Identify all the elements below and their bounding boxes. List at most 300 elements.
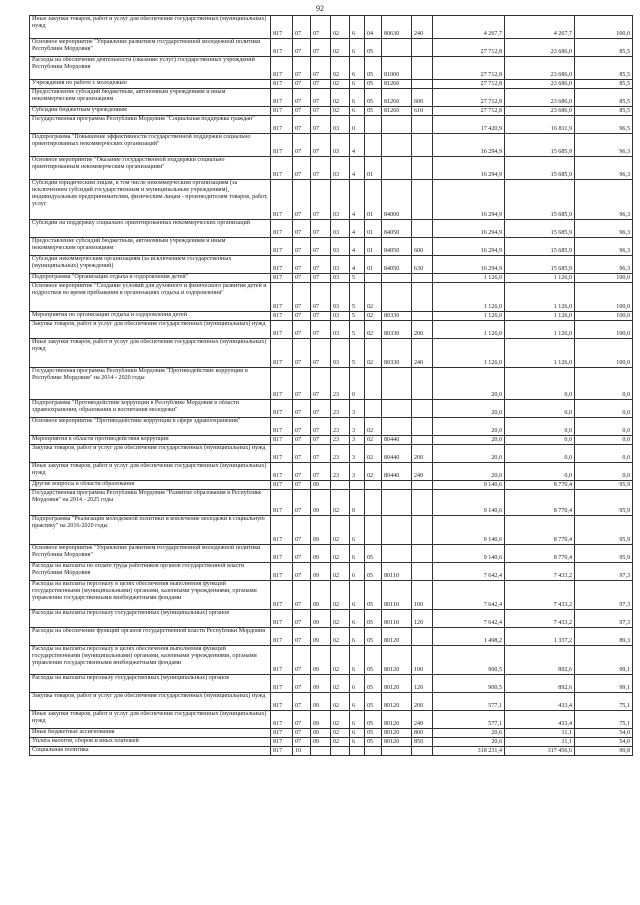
- row-grbs: 817: [271, 693, 293, 711]
- table-row: [30, 646, 633, 675]
- row-direction: 84050: [382, 220, 412, 238]
- row-grbs: 817: [271, 89, 293, 107]
- row-expense-type: 800: [412, 729, 433, 738]
- row-section: 07: [293, 80, 311, 89]
- row-executed-amount: 4 267,7: [505, 16, 575, 39]
- row-subprogram: 6: [350, 738, 365, 747]
- row-planned-amount: 20,0: [433, 436, 505, 445]
- row-expense-type: [412, 39, 433, 57]
- row-section: 07: [293, 545, 311, 563]
- row-planned-amount: 4 267,7: [433, 16, 505, 39]
- row-section: 07: [293, 39, 311, 57]
- row-execution-percent: 100,0: [575, 16, 633, 39]
- row-name: Уплата налогов, сборов и иных платежей: [30, 738, 271, 747]
- row-subsection: 09: [311, 693, 331, 711]
- row-program: 02: [331, 107, 350, 116]
- row-planned-amount: 1 126,0: [433, 339, 505, 368]
- row-name: Иные закупки товаров, работ и услуг для обеспечения государственных (муниципальных) нужд: [30, 711, 271, 729]
- row-program: 03: [331, 180, 350, 220]
- row-subprogram: 6: [350, 39, 365, 57]
- row-execution-percent: 96,3: [575, 157, 633, 180]
- row-activity: 01: [365, 220, 382, 238]
- row-execution-percent: 85,5: [575, 39, 633, 57]
- row-activity: 02: [365, 339, 382, 368]
- row-activity: 05: [365, 581, 382, 610]
- row-section: 07: [293, 738, 311, 747]
- table-row: [30, 283, 633, 312]
- row-subprogram: 6: [350, 693, 365, 711]
- row-grbs: 817: [271, 581, 293, 610]
- row-program: 02: [331, 581, 350, 610]
- row-grbs: 817: [271, 238, 293, 256]
- row-execution-percent: 0,0: [575, 445, 633, 463]
- row-activity: 01: [365, 238, 382, 256]
- row-subsection: 07: [311, 312, 331, 321]
- table-row: [30, 436, 633, 445]
- row-direction: [382, 283, 412, 312]
- row-executed-amount: 16 811,9: [505, 116, 575, 134]
- table-row: [30, 490, 633, 516]
- row-name: Иные закупки товаров, работ и услуг для обеспечения государственных (муниципальных) нужд: [30, 16, 271, 39]
- row-executed-amount: 0,0: [505, 400, 575, 418]
- row-expense-type: [412, 57, 433, 80]
- row-planned-amount: 1 126,0: [433, 283, 505, 312]
- row-program: 02: [331, 563, 350, 581]
- row-subsection: 09: [311, 516, 331, 545]
- row-execution-percent: 96,3: [575, 134, 633, 157]
- row-subsection: 09: [311, 545, 331, 563]
- row-section: 07: [293, 238, 311, 256]
- row-expense-type: [412, 312, 433, 321]
- row-name: Субсидии бюджетным учреждениям: [30, 107, 271, 116]
- row-grbs: 817: [271, 481, 293, 490]
- row-subsection: 07: [311, 321, 331, 339]
- row-subprogram: 5: [350, 321, 365, 339]
- row-executed-amount: 0,0: [505, 368, 575, 400]
- row-program: [331, 747, 350, 756]
- row-subprogram: 3: [350, 463, 365, 481]
- row-section: 07: [293, 463, 311, 481]
- row-name: Мероприятия в области противодействия коррупции: [30, 436, 271, 445]
- row-expense-type: 240: [412, 711, 433, 729]
- row-subprogram: 5: [350, 339, 365, 368]
- table-row: [30, 418, 633, 436]
- row-subprogram: 4: [350, 256, 365, 274]
- row-subprogram: 6: [350, 711, 365, 729]
- row-grbs: 817: [271, 463, 293, 481]
- table-row: [30, 711, 633, 729]
- row-planned-amount: 20,0: [433, 400, 505, 418]
- table-row: [30, 80, 633, 89]
- row-activity: [365, 134, 382, 157]
- row-program: 23: [331, 436, 350, 445]
- row-program: 02: [331, 738, 350, 747]
- row-activity: 05: [365, 89, 382, 107]
- row-direction: [382, 481, 412, 490]
- row-grbs: 817: [271, 545, 293, 563]
- row-expense-type: 850: [412, 738, 433, 747]
- row-executed-amount: 1 337,2: [505, 628, 575, 646]
- row-name: Расходы на обеспечение функций органов государственной власти Республики Мордовия: [30, 628, 271, 646]
- row-activity: 02: [365, 418, 382, 436]
- row-name: Субсидии на поддержку социально ориентированных некоммерческих организаций: [30, 220, 271, 238]
- row-direction: [382, 516, 412, 545]
- row-planned-amount: 1 498,2: [433, 628, 505, 646]
- row-planned-amount: 27 712,8: [433, 89, 505, 107]
- table-row: [30, 481, 633, 490]
- row-section: 07: [293, 481, 311, 490]
- row-section: 07: [293, 418, 311, 436]
- row-grbs: 817: [271, 418, 293, 436]
- row-name: Субсидии некоммерческим организациям (за исключением государственных (муниципальных) учреждений): [30, 256, 271, 274]
- row-subsection: 07: [311, 256, 331, 274]
- row-program: 02: [331, 80, 350, 89]
- row-subprogram: 4: [350, 238, 365, 256]
- row-subsection: 09: [311, 610, 331, 628]
- row-program: 02: [331, 39, 350, 57]
- row-name: Закупка товаров, работ и услуг для обеспечения государственных (муниципальных) нужд: [30, 445, 271, 463]
- table-row: [30, 445, 633, 463]
- row-grbs: 817: [271, 610, 293, 628]
- row-execution-percent: 95,9: [575, 490, 633, 516]
- row-subprogram: 6: [350, 628, 365, 646]
- table-row: [30, 116, 633, 134]
- row-execution-percent: 100,0: [575, 339, 633, 368]
- row-executed-amount: 15 685,9: [505, 220, 575, 238]
- row-name: Государственная программа Республики Мордовия "Социальная поддержка граждан": [30, 116, 271, 134]
- row-subprogram: 6: [350, 107, 365, 116]
- table-row: [30, 738, 633, 747]
- row-planned-amount: 1 126,0: [433, 321, 505, 339]
- row-executed-amount: 1 126,0: [505, 321, 575, 339]
- row-planned-amount: 1 126,0: [433, 274, 505, 283]
- row-executed-amount: 8 770,4: [505, 490, 575, 516]
- table-row: [30, 16, 633, 39]
- row-subprogram: 6: [350, 581, 365, 610]
- row-program: 02: [331, 693, 350, 711]
- row-subsection: 09: [311, 675, 331, 693]
- row-planned-amount: 900,5: [433, 646, 505, 675]
- row-name: Основное мероприятие "Оказание государственной поддержки социально ориентированным некоммерческим организациям": [30, 157, 271, 180]
- row-grbs: 817: [271, 436, 293, 445]
- row-section: 07: [293, 563, 311, 581]
- row-executed-amount: 433,4: [505, 711, 575, 729]
- row-direction: 80110: [382, 563, 412, 581]
- table-row: [30, 581, 633, 610]
- row-planned-amount: 27 712,8: [433, 80, 505, 89]
- row-direction: 80330: [382, 312, 412, 321]
- row-grbs: 817: [271, 321, 293, 339]
- row-activity: 01: [365, 157, 382, 180]
- row-grbs: 817: [271, 729, 293, 738]
- row-subsection: 07: [311, 238, 331, 256]
- row-name: Подпрограмма "Повышение эффективности государственной поддержки социально ориентированных некоммерческих организаций": [30, 134, 271, 157]
- row-subsection: 07: [311, 283, 331, 312]
- row-grbs: 817: [271, 445, 293, 463]
- row-section: 07: [293, 436, 311, 445]
- row-direction: 80120: [382, 675, 412, 693]
- row-executed-amount: 1 126,0: [505, 283, 575, 312]
- row-subsection: 09: [311, 490, 331, 516]
- row-subsection: 09: [311, 729, 331, 738]
- row-execution-percent: 95,9: [575, 481, 633, 490]
- row-subprogram: 6: [350, 545, 365, 563]
- row-execution-percent: 0,0: [575, 368, 633, 400]
- table-row: [30, 516, 633, 545]
- row-direction: 80120: [382, 693, 412, 711]
- row-section: 07: [293, 581, 311, 610]
- row-expense-type: 240: [412, 463, 433, 481]
- table-row: [30, 729, 633, 738]
- row-executed-amount: 892,6: [505, 675, 575, 693]
- row-subprogram: 3: [350, 445, 365, 463]
- row-program: 03: [331, 283, 350, 312]
- row-section: 07: [293, 274, 311, 283]
- row-subsection: 07: [311, 368, 331, 400]
- row-section: 07: [293, 675, 311, 693]
- row-executed-amount: 433,4: [505, 693, 575, 711]
- row-program: 03: [331, 256, 350, 274]
- row-execution-percent: 100,0: [575, 312, 633, 321]
- row-name: Подпрограмма "Реализация молодежной политики и вовлечение молодежи в социальную практику" на 2016-2020 годы: [30, 516, 271, 545]
- row-planned-amount: 577,1: [433, 693, 505, 711]
- row-expense-type: [412, 368, 433, 400]
- row-subsection: 07: [311, 57, 331, 80]
- row-subprogram: 6: [350, 675, 365, 693]
- row-execution-percent: 96,3: [575, 238, 633, 256]
- row-grbs: 817: [271, 274, 293, 283]
- row-planned-amount: 20,0: [433, 368, 505, 400]
- row-direction: [382, 368, 412, 400]
- row-planned-amount: 20,0: [433, 463, 505, 481]
- row-subsection: 09: [311, 581, 331, 610]
- row-activity: [365, 747, 382, 756]
- row-grbs: 817: [271, 39, 293, 57]
- row-activity: [365, 481, 382, 490]
- row-subprogram: 3: [350, 400, 365, 418]
- row-name: Закупка товаров, работ и услуг для обеспечения государственных (муниципальных) нужд: [30, 693, 271, 711]
- row-direction: 81260: [382, 107, 412, 116]
- row-execution-percent: 85,5: [575, 89, 633, 107]
- row-subsection: 09: [311, 563, 331, 581]
- table-row: [30, 339, 633, 368]
- row-program: 23: [331, 368, 350, 400]
- row-subprogram: 4: [350, 157, 365, 180]
- row-activity: 01: [365, 256, 382, 274]
- row-expense-type: 240: [412, 339, 433, 368]
- row-executed-amount: 0,0: [505, 463, 575, 481]
- row-planned-amount: 318 231,4: [433, 747, 505, 756]
- row-activity: [365, 368, 382, 400]
- row-execution-percent: 54,0: [575, 729, 633, 738]
- row-activity: 05: [365, 675, 382, 693]
- row-direction: 80440: [382, 463, 412, 481]
- row-execution-percent: 96,5: [575, 116, 633, 134]
- row-direction: [382, 400, 412, 418]
- table-row: [30, 107, 633, 116]
- row-section: 07: [293, 116, 311, 134]
- row-grbs: 817: [271, 116, 293, 134]
- row-executed-amount: 0,0: [505, 445, 575, 463]
- row-subprogram: [350, 747, 365, 756]
- row-planned-amount: 9 140,6: [433, 490, 505, 516]
- row-executed-amount: 8 770,4: [505, 545, 575, 563]
- row-expense-type: [412, 80, 433, 89]
- table-row: [30, 256, 633, 274]
- table-row: [30, 463, 633, 481]
- row-planned-amount: 16 294,9: [433, 134, 505, 157]
- row-executed-amount: 1 126,0: [505, 312, 575, 321]
- row-executed-amount: 15 685,9: [505, 238, 575, 256]
- row-direction: 81000: [382, 57, 412, 80]
- row-planned-amount: 900,5: [433, 675, 505, 693]
- row-activity: 02: [365, 283, 382, 312]
- row-activity: [365, 116, 382, 134]
- table-row: [30, 545, 633, 563]
- row-direction: [382, 134, 412, 157]
- row-execution-percent: 85,5: [575, 107, 633, 116]
- row-section: 07: [293, 321, 311, 339]
- row-subprogram: 6: [350, 646, 365, 675]
- row-name: Основное мероприятие "Управление развитием государственной молодежной политики Республики Мордовия": [30, 39, 271, 57]
- row-section: 07: [293, 711, 311, 729]
- row-executed-amount: 317 456,6: [505, 747, 575, 756]
- row-executed-amount: 23 686,0: [505, 39, 575, 57]
- row-execution-percent: 0,0: [575, 400, 633, 418]
- table-row: [30, 675, 633, 693]
- row-subsection: 07: [311, 39, 331, 57]
- row-name: Субсидии юридическим лицам, в том числе некоммерческим организациям (за исключением субсидий государственным и муниципальным учреждениям), индивидуальным предпринимателям, физическим лицам - производителям товаров, работ, услуг: [30, 180, 271, 220]
- row-planned-amount: 27 712,8: [433, 39, 505, 57]
- row-expense-type: [412, 516, 433, 545]
- row-subsection: 07: [311, 16, 331, 39]
- row-section: 07: [293, 157, 311, 180]
- row-direction: 84050: [382, 256, 412, 274]
- row-activity: [365, 274, 382, 283]
- table-row: [30, 693, 633, 711]
- row-section: 07: [293, 107, 311, 116]
- table-row: [30, 157, 633, 180]
- row-program: 23: [331, 445, 350, 463]
- row-direction: 81260: [382, 80, 412, 89]
- row-executed-amount: 15 685,9: [505, 157, 575, 180]
- row-executed-amount: 7 433,2: [505, 581, 575, 610]
- table-row: [30, 134, 633, 157]
- row-name: Подпрограмма "Организация отдыха и оздоровления детей": [30, 274, 271, 283]
- row-activity: [365, 516, 382, 545]
- row-planned-amount: 7 642,4: [433, 610, 505, 628]
- row-execution-percent: 85,5: [575, 80, 633, 89]
- row-subsection: 07: [311, 339, 331, 368]
- row-name: Подпрограмма "Противодействие коррупции в Республике Мордовия в области здравоохранения, образования и воспитания молодежи": [30, 400, 271, 418]
- row-program: 03: [331, 339, 350, 368]
- row-grbs: 817: [271, 57, 293, 80]
- row-subprogram: 3: [350, 436, 365, 445]
- row-planned-amount: 9 140,6: [433, 516, 505, 545]
- row-program: 02: [331, 628, 350, 646]
- row-subprogram: 6: [350, 610, 365, 628]
- table-row: [30, 220, 633, 238]
- row-program: 23: [331, 418, 350, 436]
- row-subsection: 07: [311, 220, 331, 238]
- row-subsection: 09: [311, 628, 331, 646]
- row-section: 07: [293, 220, 311, 238]
- row-section: 07: [293, 16, 311, 39]
- row-subprogram: 6: [350, 516, 365, 545]
- row-name: Предоставление субсидий бюджетным, автономным учреждениям и иным некоммерческим организациям: [30, 238, 271, 256]
- row-grbs: 817: [271, 220, 293, 238]
- row-program: 03: [331, 312, 350, 321]
- row-grbs: 817: [271, 368, 293, 400]
- row-name: Основное мероприятие "Противодействие коррупции в сфере здравоохранения": [30, 418, 271, 436]
- row-subprogram: 4: [350, 134, 365, 157]
- row-expense-type: [412, 400, 433, 418]
- row-direction: 80330: [382, 339, 412, 368]
- row-execution-percent: 99,1: [575, 646, 633, 675]
- row-expense-type: [412, 481, 433, 490]
- row-section: 07: [293, 490, 311, 516]
- row-direction: 80440: [382, 436, 412, 445]
- row-activity: 05: [365, 729, 382, 738]
- row-name: Иные бюджетные ассигнования: [30, 729, 271, 738]
- row-name: Расходы на выплаты персоналу государственных (муниципальных) органов: [30, 675, 271, 693]
- row-program: 03: [331, 157, 350, 180]
- row-subsection: 07: [311, 445, 331, 463]
- row-planned-amount: 9 140,6: [433, 545, 505, 563]
- row-activity: 05: [365, 39, 382, 57]
- row-subsection: 09: [311, 481, 331, 490]
- row-grbs: 817: [271, 563, 293, 581]
- row-expense-type: 600: [412, 89, 433, 107]
- row-subsection: 07: [311, 400, 331, 418]
- row-section: 07: [293, 400, 311, 418]
- row-expense-type: 610: [412, 107, 433, 116]
- row-section: 10: [293, 747, 311, 756]
- row-name: Основное мероприятие "Управление развитием государственной молодежной политики Республики Мордовия": [30, 545, 271, 563]
- row-expense-type: 240: [412, 16, 433, 39]
- row-subsection: 09: [311, 711, 331, 729]
- row-execution-percent: 100,0: [575, 321, 633, 339]
- row-activity: 05: [365, 738, 382, 747]
- row-expense-type: [412, 545, 433, 563]
- row-grbs: 817: [271, 80, 293, 89]
- row-direction: 80120: [382, 628, 412, 646]
- row-direction: 80120: [382, 738, 412, 747]
- row-section: 07: [293, 368, 311, 400]
- row-direction: 80330: [382, 321, 412, 339]
- row-executed-amount: 7 433,2: [505, 610, 575, 628]
- row-executed-amount: 15 685,9: [505, 134, 575, 157]
- row-execution-percent: 96,3: [575, 256, 633, 274]
- row-grbs: 817: [271, 16, 293, 39]
- table-row: [30, 628, 633, 646]
- row-planned-amount: 9 140,6: [433, 481, 505, 490]
- row-program: 02: [331, 711, 350, 729]
- row-direction: 80120: [382, 711, 412, 729]
- row-section: 07: [293, 646, 311, 675]
- row-program: [331, 481, 350, 490]
- row-subprogram: 3: [350, 418, 365, 436]
- row-grbs: 817: [271, 312, 293, 321]
- row-subsection: 09: [311, 646, 331, 675]
- row-expense-type: 600: [412, 238, 433, 256]
- row-execution-percent: 0,0: [575, 436, 633, 445]
- table-row: [30, 180, 633, 220]
- row-expense-type: [412, 180, 433, 220]
- row-execution-percent: 97,3: [575, 610, 633, 628]
- row-expense-type: [412, 490, 433, 516]
- row-direction: [382, 39, 412, 57]
